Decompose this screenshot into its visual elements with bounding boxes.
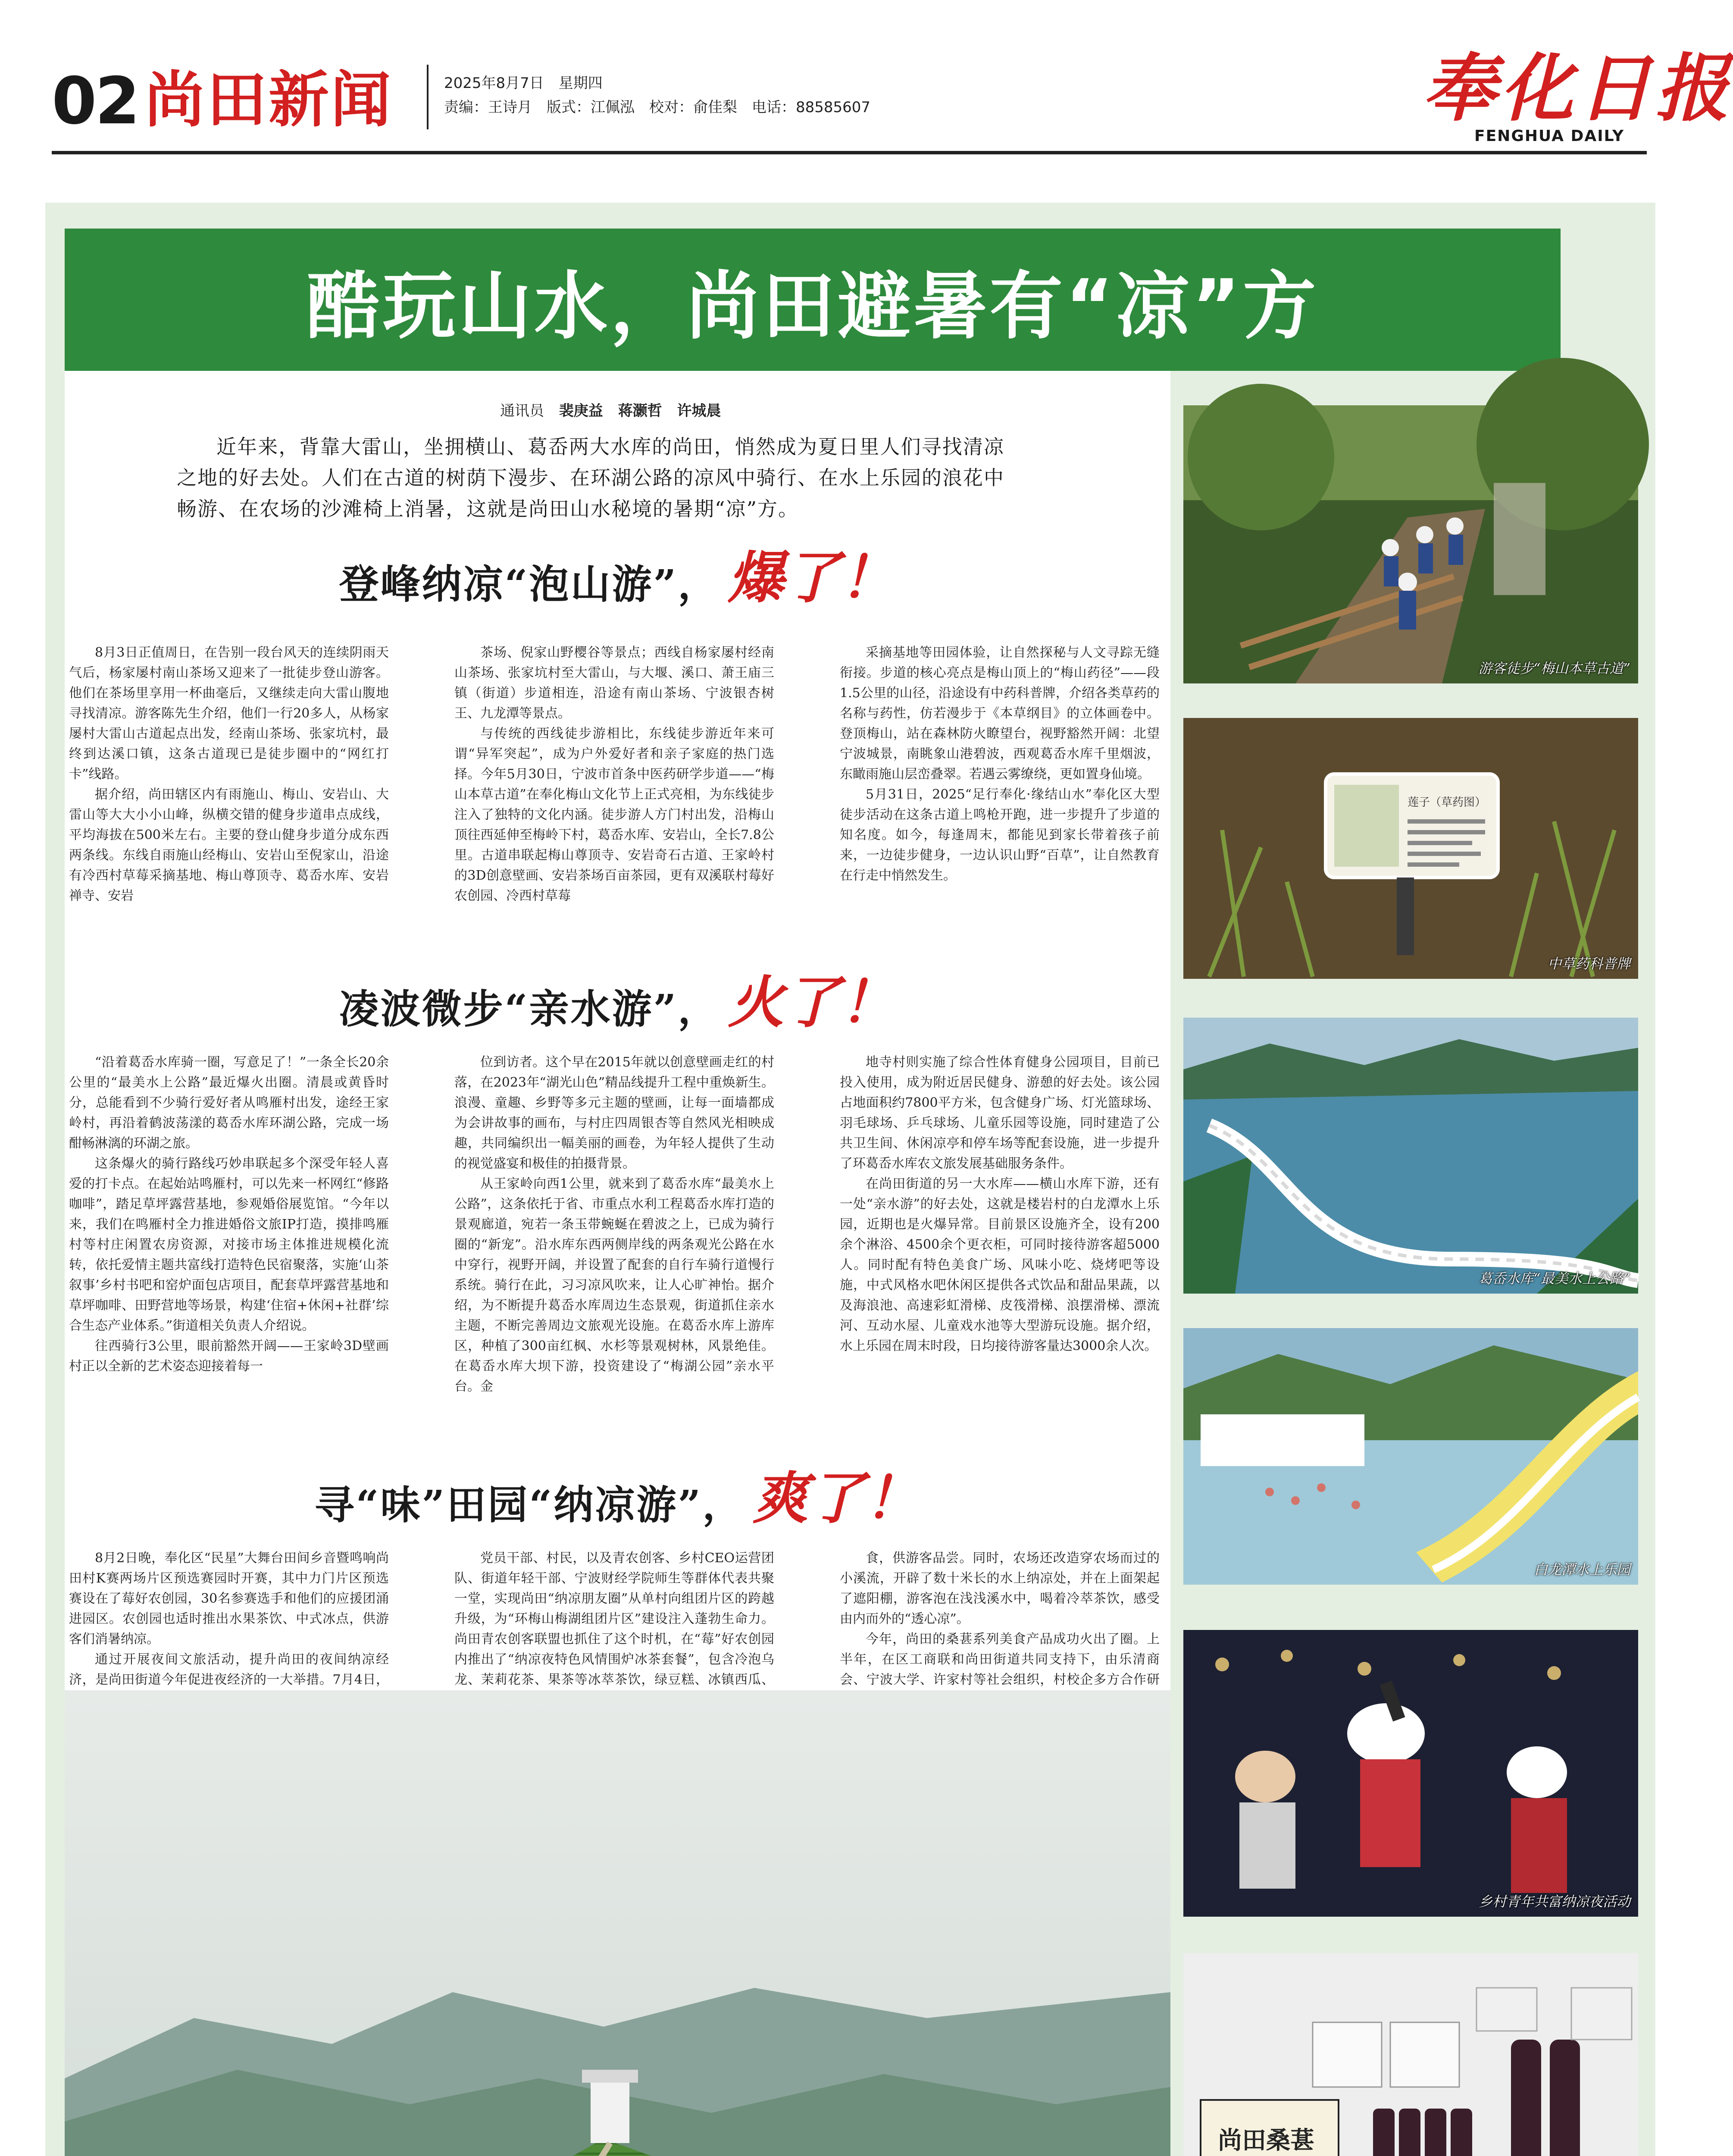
lead-paragraph: 近年来，背靠大雷山，坐拥横山、葛岙两大水库的尚田，悄然成为夏日里人们寻找清凉之地的好去处。人们在古道的树荫下漫步、在环湖公路的凉风中骑行、在水上乐园的浪花中畅游、在农场的沙滩椅上消暑，这就是尚田山水秘境的暑期“凉”方。 [177, 435, 1004, 520]
page-number: 02 [52, 64, 138, 139]
photo-caption: 游客徒步“梅山本草古道” [1478, 660, 1630, 677]
photo-herb-sign [1183, 718, 1638, 979]
header-rule [52, 151, 1647, 154]
photo-hikers-trail [1183, 405, 1638, 683]
paragraph: 往西骑行3公里，眼前豁然开阔——王家岭3D壁画村正以全新的艺术姿态迎接着每一 [69, 1338, 389, 1374]
text-column [69, 1052, 389, 1457]
photo-products [1183, 1953, 1638, 2156]
section-heading-emphasis: 爽了！ [752, 1466, 921, 1531]
byline-name: 许城晨 [677, 402, 721, 420]
paragraph: 位到访者。这个早在2015年就以创意壁画走红的村落，在2023年“湖光山色”精品线提升工程中重焕新生。浪漫、童趣、乡野等多元主题的壁画，让每一面墙都成为会讲故事的画布，与村庄四周银杏等自然风光相映成趣，共同编织出一幅美丽的画卷，为年轻人提供了生动的视觉盛宴和极佳的拍摄背景。 [454, 1055, 774, 1171]
section-columns [69, 1052, 1160, 1457]
paragraph: 在尚田街道的另一大水库——横山水库下游，还有一处“亲水游”的好去处，这就是楼岩村的白龙潭水上乐园，近期也是火爆异常。目前景区设施齐全，设有200余个淋浴、4500余个更衣柜，可同时接待游客超5000人。同时配有特色美食广场、风味小吃、烧烤吧等设施，中式风格水吧休闲区提供各式饮品和甜品果蔬，以及海浪池、高速彩虹滑梯、皮筏滑梯、浪摆滑梯、漂流河、互动水屋、儿童戏水池等大型游玩设施。据介绍，水上乐园在周末时段，日均接待游客量达3000余人次。 [840, 1176, 1160, 1354]
newspaper-logo: 奉化日报 [1423, 45, 1733, 132]
section-heading-text: 凌波微步“亲水游”， [339, 986, 719, 1032]
section-heading-text: 登峰纳凉“泡山游”， [339, 561, 719, 608]
paragraph: 5月31日，2025“足行奉化·缘结山水”奉化区大型徒步活动在这条古道上鸣枪开跑，进一步提升了步道的知名度。如今，每逢周末，都能见到家长带着孩子前来，一边徒步健身，一边认识山野“百草”，让自然教育在行走中悄然发生。 [840, 787, 1160, 883]
byline-name: 蒋灏哲 [618, 402, 662, 420]
text-column [69, 642, 389, 953]
photo-water-park [1183, 1328, 1638, 1585]
paragraph: 茶场、倪家山野樱谷等景点；西线自杨家屡村经南山茶场、张家坑村至大雷山，与大堰、溪口、萧王庙三镇（街道）步道相连，沿途有南山茶场、宁波银杏树王、九龙潭等景点。 [454, 645, 774, 721]
text-column [454, 1052, 774, 1457]
paragraph: 通过开展夜间文旅活动，提升尚田的夜间纳凉经济，是尚田街道今年促进夜经济的一大举措。7月4日， [69, 1652, 389, 1687]
section-heading [65, 545, 1170, 610]
paragraph: 与传统的西线徒步游相比，东线徒步游近年来可谓“异军突起”，成为户外爱好者和亲子家庭的热门选择。今年5月30日，宁波市首条中医药研学步道——“梅山本草古道”在奉化梅山文化节上正式亮相，为东线徒步注入了独特的文化内涵。徒步游人方门村出发，沿梅山顶往西延伸至梅岭下村，葛岙水库、安岩山，全长7.8公里。古道串联起梅山尊顶寺、安岩奇石古道、王家岭村的3D创意壁画、安岩茶场百亩茶园，更有双溪联村莓好农创园、冷西村草莓 [454, 726, 774, 903]
photo-caption: 中草药科普牌 [1547, 956, 1630, 972]
section-heading-text: 寻“味”田园“纳凉游”， [314, 1482, 744, 1528]
paragraph: 食，供游客品尝。同时，农场还改造穿农场而过的小溪流，开辟了数十米长的水上纳凉处，并在上面架起了遮阳棚，游客泡在浅浅溪水中，喝着冷萃茶饮，感受由内而外的“透心凉”。 [840, 1551, 1160, 1626]
paragraph: 据介绍，尚田辖区内有雨施山、梅山、安岩山、大雷山等大大小小山峰，纵横交错的健身步道串点成线，平均海拔在500米左右。主要的登山健身步道分成东西两条线。东线自雨施山经梅山、安岩山至倪家山，沿途有冷西村草莓采摘基地、梅山尊顶寺、葛岙水库、安岩禅寺、安岩 [69, 787, 389, 903]
byline [500, 399, 721, 420]
text-column [840, 642, 1160, 953]
product-label: 尚田桑葚 [1218, 2126, 1314, 2155]
section-name: 尚田新闻 [144, 65, 393, 135]
photo-caption: 乡村青年共富纳凉夜活动 [1478, 1893, 1630, 1910]
byline-name: 裴庚益 [559, 402, 603, 420]
paragraph: 地寺村则实施了综合性体育健身公园项目，目前已投入使用，成为附近居民健身、游憩的好去处。该公园占地面积约7800平方米，包含健身广场、灯光篮球场、羽毛球场、乒乓球场、儿童乐园等设施，同时建造了公共卫生间、休闲凉亭和停车场等配套设施，进一步提升了环葛岙水库农文旅发展基础服务条件。 [840, 1055, 1160, 1171]
photo-caption: 葛岙水库“最美水上公路” [1478, 1270, 1630, 1287]
newspaper-logo-english: FENGHUA DAILY [1474, 127, 1625, 145]
section-columns [69, 642, 1160, 953]
paragraph: 采摘基地等田园体验，让自然探秘与人文寻踪无缝衔接。步道的核心亮点是梅山顶上的“梅山药径”——段1.5公里的山径，沿途设有中药科普牌，介绍各类草药的名称与药性，仿若漫步于《本草纲目》的立体画卷中。登顶梅山，站在森林防火瞭望台，视野豁然开阔：北望宁波城景，南眺象山港碧波，西观葛岙水库千里烟波，东瞰雨施山层峦叠翠。若遇云雾缭绕，更如置身仙境。 [840, 645, 1160, 782]
photo-night-event [1183, 1630, 1638, 1917]
text-column [840, 1052, 1160, 1457]
editors-line: 责编：王诗月 版式：江佩泓 校对：俞佳梨 电话：88585607 [444, 99, 871, 116]
section-heading [65, 1466, 1170, 1531]
header-divider [427, 65, 429, 129]
date-line: 2025年8月7日 星期四 [444, 75, 603, 92]
paragraph: 这条爆火的骑行路线巧妙串联起多个深受年轻人喜爱的打卡点。在起始站鸣雁村，可以先来一杯网红“修路咖啡”，踏足草坪露营基地，参观婚俗展览馆。“今年以来，我们在鸣雁村全力推进婚俗文旅IP打造，摸排鸣雁村等村庄闲置农房资源，对接市场主体推进规模化流转，依托爱情主题共富线打造特色民宿聚落，实施‘山茶叙事’乡村书吧和窑炉面包店项目，配套草坪露营基地和草坪咖啡、田野营地等场景，构建‘住宿+休闲+社群’综合生态产业体系。”街道相关负责人介绍说。 [69, 1156, 389, 1333]
paragraph: “沿着葛岙水库骑一圈，写意足了！”一条全长20余公里的“最美水上公路”最近爆火出圈。清晨或黄昏时分，总能看到不少骑行爱好者从鸣雁村出发，途经王家岭村，再沿着鹤波荡漾的葛岙水库环湖公路，完成一场酣畅淋漓的环湖之旅。 [69, 1055, 389, 1151]
section-heading [65, 970, 1170, 1035]
section-heading-emphasis: 爆了！ [728, 545, 896, 611]
photo-tea-field [65, 1690, 1170, 2156]
photo-water-road [1183, 1018, 1638, 1294]
paragraph: 8月2日晚，奉化区“民星”大舞台田间乡音暨鸣响尚田村K赛两场片区预选赛园时开赛，其中力门片区预选赛设在了莓好农创园，30名参赛选手和他们的应援团涌进园区。农创园也适时推出水果茶饮、中式冰点，供游客们消暑纳凉。 [69, 1551, 389, 1647]
paragraph: 党员干部、村民，以及青农创客、乡村CEO运营团队、街道年轻干部、宁波财经学院师生等群体代表共聚一堂，实现尚田“纳凉朋友圈”从单村向组团片区的跨越升级，为“环梅山梅湖组团片区”建设注入蓬勃生命力。尚田青农创客联盟也抓住了这个时机，在“莓”好农创园内推出了“纳凉夜特色风情围炉冰茶套餐”，包含冷泡乌龙、茉莉花茶、果茶等冰萃茶饮，绿豆糕、冰镇西瓜、 [454, 1551, 774, 1687]
photo-caption: 白龙潭水上乐园 [1533, 1561, 1630, 1578]
article-title: 酷玩山水，尚田避暑有“凉”方 [307, 263, 1319, 349]
text-column [454, 642, 774, 953]
byline-prefix: 通讯员 [500, 402, 544, 420]
paragraph: 8月3日正值周日，在告别一段台风天的连续阴雨天气后，杨家屡村南山茶场又迎来了一批徒步登山游客。他们在茶场里享用一杯曲毫后，又继续走向大雷山腹地寻找清凉。游客陈先生介绍，他们一行20多人，从杨家屡村大雷山古道起点出发，经南山茶场、张家坑村，最终到达溪口镇，这条古道现已是徒步圈中的“网红打卡”线路。 [69, 645, 389, 782]
paragraph: 今年，尚田的桑葚系列美食产品成功火出了圈。上半年，在区工商联和尚田街道共同支持下，由乐清商会、宁波大学、许家村等社会组织，村校企多方合作研 [840, 1632, 1160, 1687]
signboard-title: 莲子（草药图） [1408, 796, 1486, 809]
section-heading-emphasis: 火了！ [728, 970, 896, 1035]
paragraph: 从王家岭向西1公里，就来到了葛岙水库“最美水上公路”，这条依托于省、市重点水利工程葛岙水库打造的景观廊道，宛若一条玉带蜿蜒在碧波之上，已成为骑行圈的“新宠”。沿水库东西两侧岸线的两条观光公路在水中穿行，视野开阔，并设置了配套的自行车骑行道慢行系统。骑行在此，习习凉风吹来，让人心旷神怡。据介绍，为不断提升葛岙水库周边生态景观，街道抓住亲水主题，不断完善周边文旅观光设施。在葛岙水库上游库区，种植了300亩红枫、水杉等景观树林，风景绝佳。在葛岙水库大坝下游，投资建设了“梅湖公园”亲水平台。金 [454, 1176, 774, 1394]
